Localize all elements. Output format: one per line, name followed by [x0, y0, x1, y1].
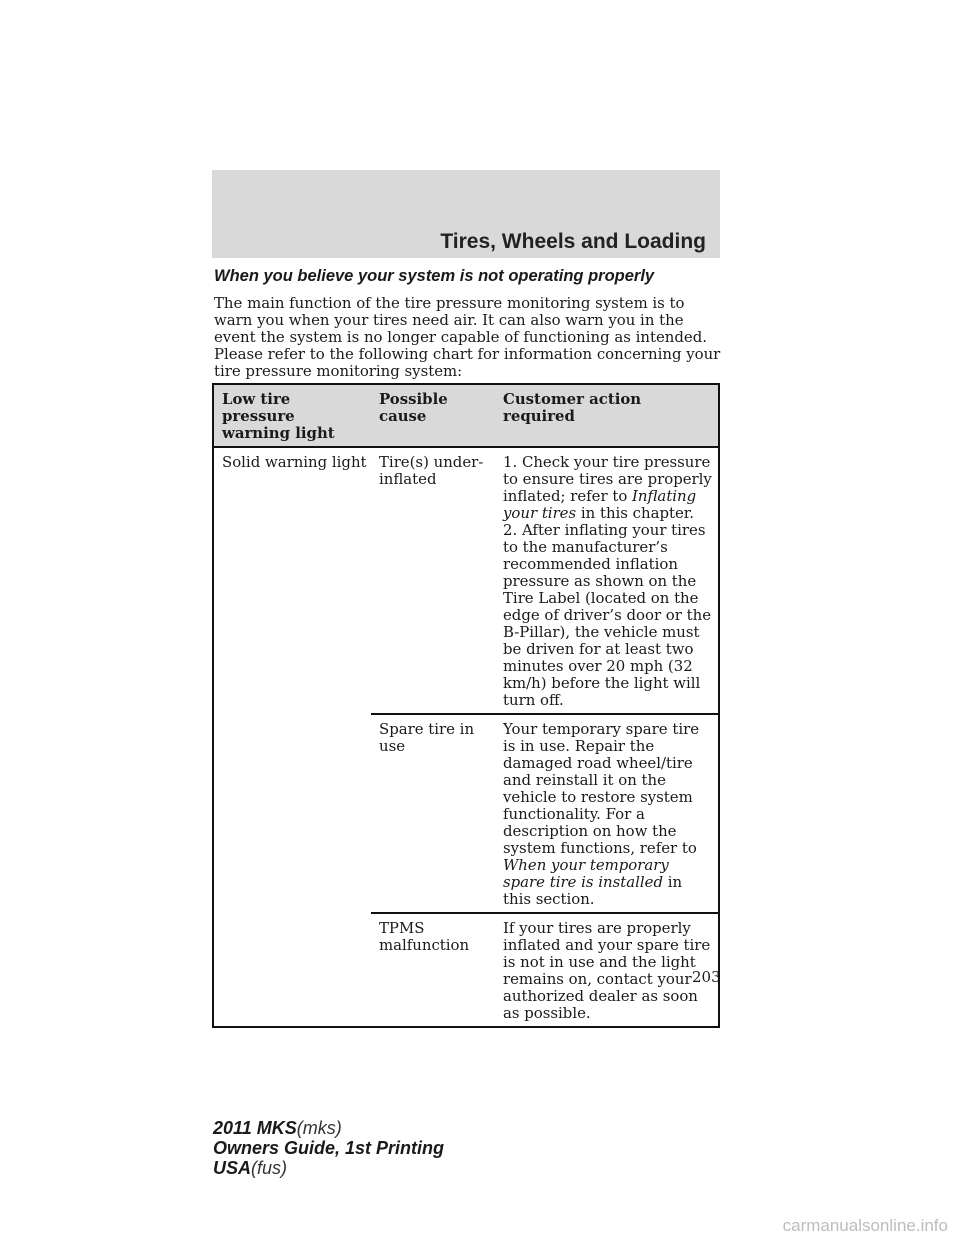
table-row: [213, 447, 719, 714]
tpms-troubleshooting-table: [212, 383, 720, 1028]
reference-temporary-spare: When your temporary spare tire is installed: [503, 856, 669, 891]
chapter-title: Tires, Wheels and Loading: [440, 230, 706, 253]
action-step-1: 1. Check your tire pressure to ensure tires are properly inflated; refer to Inflating your tires in this chapter.: [503, 453, 712, 522]
header-customer-action: Customer action required: [495, 384, 719, 447]
cause-cell: Spare tire in use: [371, 714, 495, 913]
action-cell: Your temporary spare tire is in use. Repair the damaged road wheel/tire and reinstall it on the vehicle to restore system functionality. For a description on how the system functions, refer to When your temporary spare tire is installed in this section.: [495, 714, 719, 913]
footer-line-1: 2011 MKS(mks): [213, 1118, 342, 1138]
action-step-2: 2. After inflating your tires to the manufacturer’s recommended inflation pressure as shown on the Tire Label (located on the edge of driver’s door or the B-Pillar), the vehicle must be driven for at least two minutes over 20 mph (32 km/h) before the light will turn off.: [503, 521, 712, 709]
page-number: 203: [692, 968, 721, 986]
warning-light-cell: Solid warning light: [213, 447, 371, 1027]
footer-line-3: USA(fus): [213, 1158, 288, 1178]
reference-inflating-your-tires: Inflating your tires: [503, 487, 697, 522]
cause-cell: TPMS malfunction: [371, 913, 495, 1027]
action-cell: If your tires are properly inflated and your spare tire is not in use and the light remains on, contact your authorized dealer as soon as possible.: [495, 913, 719, 1027]
action-cell: [495, 447, 719, 714]
header-band: [212, 170, 720, 258]
table-header-row: [213, 384, 719, 447]
watermark: carmanualsonline.info: [782, 1216, 948, 1235]
cause-cell: Tire(s) under-inflated: [371, 447, 495, 714]
intro-paragraph: The main function of the tire pressure monitoring system is to warn you when your tires need air. It can also warn you in the event the system is no longer capable of functioning as intended. Please refer to the following chart for information concerning your tire pressure monitoring system:: [214, 294, 721, 380]
footer-edition-info: [213, 1118, 444, 1178]
header-warning-light: Low tire pressure warning light: [213, 384, 371, 447]
section-heading: When you believe your system is not operating properly: [214, 267, 655, 285]
header-possible-cause: Possible cause: [371, 384, 495, 447]
footer-line-2: Owners Guide, 1st Printing: [213, 1138, 445, 1158]
